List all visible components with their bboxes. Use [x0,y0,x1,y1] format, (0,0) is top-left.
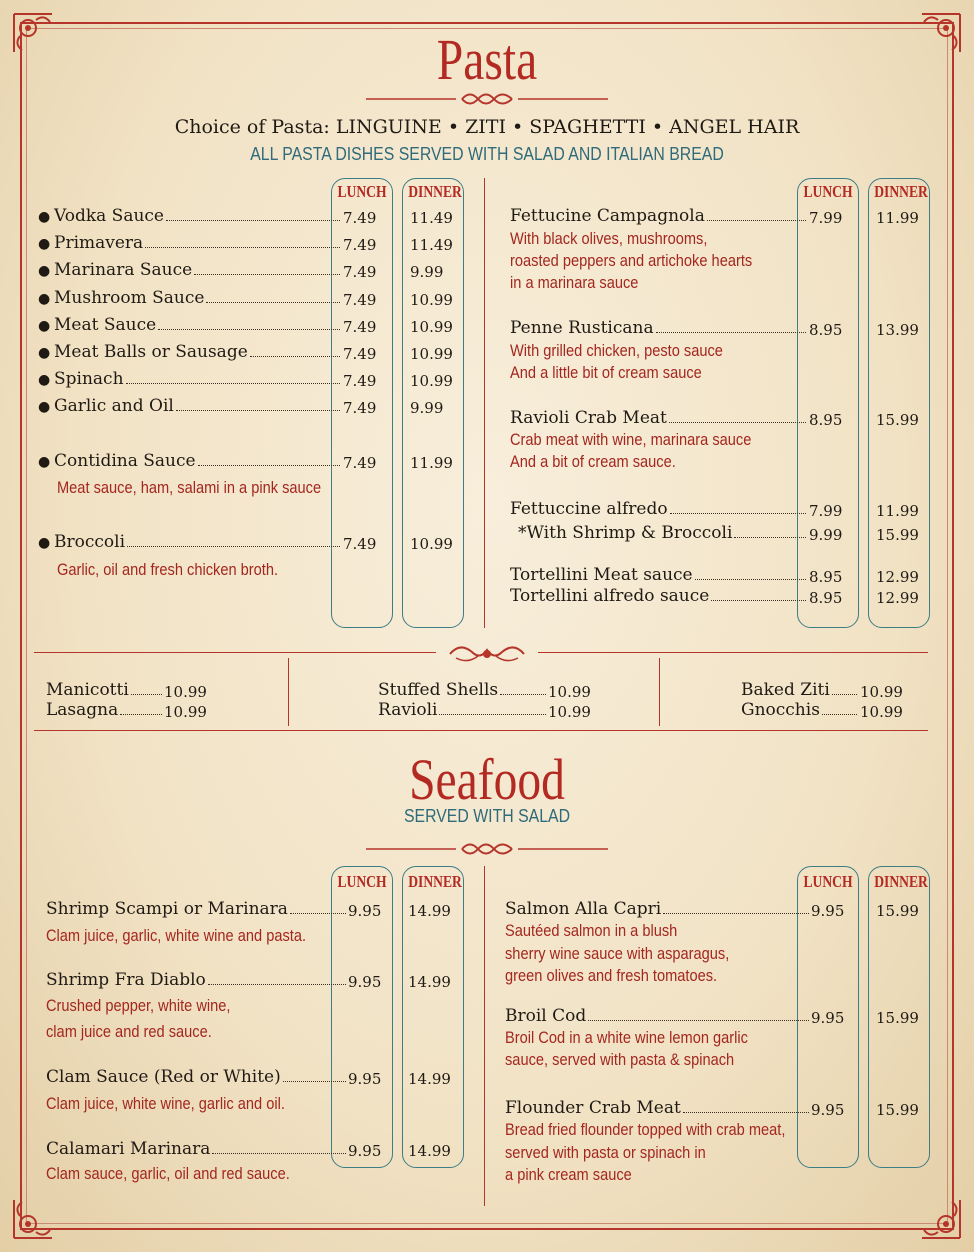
item-description: served with pasta or spinach in [505,1143,706,1162]
item-description: Garlic, oil and fresh chicken broth. [57,560,279,579]
seafood-title: Seafood [409,747,565,812]
divider-line [34,652,436,653]
corner-ornament-icon [10,10,56,56]
item-description: roasted peppers and artichoke hearts [510,251,753,270]
menu-item: ● Mushroom Sauce [38,288,342,308]
lunch-price: 7.49 [343,345,377,363]
menu-item: Clam Sauce (Red or White) [46,1067,348,1087]
menu-item: *With Shrimp & Broccoli [518,523,808,543]
lunch-header: LUNCH [803,872,853,891]
pasta-choice: Choice of Pasta: LINGUINE • ZITI • SPAGHETTI • ANGEL HAIR [174,116,800,138]
menu-item: Flounder Crab Meat [505,1098,811,1118]
lunch-price: 8.95 [809,411,843,429]
lunch-price: 8.95 [809,321,843,339]
dinner-price: 11.49 [410,209,453,227]
dinner-price: 15.99 [876,411,919,429]
lunch-price: 7.49 [343,236,377,254]
dinner-price: 14.99 [408,1142,451,1160]
menu-item: ● Spinach [38,369,342,389]
lunch-column-box [797,178,859,628]
dinner-price: 14.99 [408,902,451,920]
price: 10.99 [548,703,591,721]
column-divider [288,658,289,726]
price: 10.99 [548,683,591,701]
item-description: Meat sauce, ham, salami in a pink sauce [57,478,322,497]
dinner-price: 15.99 [876,1009,919,1027]
lunch-header: LUNCH [337,872,387,891]
dinner-price: 9.99 [410,399,444,417]
dinner-column-box [868,178,930,628]
lunch-price: 7.49 [343,372,377,390]
menu-item: Stuffed Shells [378,680,548,700]
item-description: Clam juice, white wine, garlic and oil. [46,1094,285,1113]
pasta-title: Pasta [436,27,538,92]
pasta-subtitle: ALL PASTA DISHES SERVED WITH SALAD AND ITALIAN BREAD [250,144,724,164]
lunch-price: 7.99 [809,502,843,520]
price: 10.99 [860,683,903,701]
lunch-price: 7.99 [809,209,843,227]
lunch-price: 7.49 [343,454,377,472]
lunch-price: 9.95 [811,1101,845,1119]
menu-item: ● Marinara Sauce [38,260,342,280]
item-description: Crushed pepper, white wine, [46,996,231,1015]
menu-item: Fettucine Campagnola [510,206,808,226]
menu-item: Calamari Marinara [46,1139,348,1159]
item-description: a pink cream sauce [505,1165,632,1184]
dinner-header: DINNER [408,872,462,891]
dinner-price: 14.99 [408,973,451,991]
dinner-price: 10.99 [410,345,453,363]
item-description: Clam juice, garlic, white wine and pasta. [46,926,307,945]
dinner-price: 12.99 [876,589,919,607]
menu-item: ● Broccoli [38,532,342,552]
dinner-price: 13.99 [876,321,919,339]
lunch-header: LUNCH [337,182,387,201]
lunch-price: 8.95 [809,589,843,607]
lunch-price: 7.49 [343,263,377,281]
menu-item: ● Garlic and Oil [38,396,342,416]
dinner-price: 10.99 [410,291,453,309]
price: 10.99 [164,703,207,721]
divider-line [34,730,928,731]
dinner-price: 11.49 [410,236,453,254]
menu-item: ● Meat Balls or Sausage [38,342,342,362]
dinner-price: 10.99 [410,318,453,336]
menu-item: Broil Cod [505,1006,811,1026]
item-description: With black olives, mushrooms, [510,229,708,248]
lunch-price: 7.49 [343,399,377,417]
item-description: in a marinara sauce [510,273,639,292]
dinner-price: 9.99 [410,263,444,281]
item-description: Crab meat with wine, marinara sauce [510,430,752,449]
column-divider [484,178,485,628]
dinner-price: 15.99 [876,526,919,544]
menu-item: Gnocchis [741,700,859,720]
menu-item: ● Meat Sauce [38,315,342,335]
item-description: Broil Cod in a white wine lemon garlic [505,1028,748,1047]
corner-ornament-icon [918,1196,964,1242]
menu-item: Manicotti [46,680,164,700]
lunch-price: 9.95 [348,973,382,991]
lunch-price: 7.49 [343,291,377,309]
dinner-header: DINNER [408,182,462,201]
seafood-subtitle: SERVED WITH SALAD [403,806,571,826]
item-description: And a little bit of cream sauce [510,363,702,382]
item-description: sauce, served with pasta & spinach [505,1050,735,1069]
lunch-price: 7.49 [343,318,377,336]
lunch-price: 8.95 [809,568,843,586]
menu-item: ● Primavera [38,233,342,253]
lunch-price: 7.49 [343,209,377,227]
item-description: sherry wine sauce with asparagus, [505,944,730,963]
dinner-price: 11.99 [876,209,919,227]
dinner-price: 11.99 [876,502,919,520]
dinner-price: 15.99 [876,1101,919,1119]
menu-item: Ravioli Crab Meat [510,408,808,428]
menu-item: Salmon Alla Capri [505,899,811,919]
item-description: Sautéed salmon in a blush [505,921,678,940]
divider-line [538,652,928,653]
lunch-price: 9.95 [348,1070,382,1088]
dinner-price: 10.99 [410,535,453,553]
menu-item: Tortellini alfredo sauce [510,586,808,606]
price: 10.99 [860,703,903,721]
flourish-icon [366,88,608,110]
menu-item: Fettuccine alfredo [510,499,808,519]
item-description: Bread fried flounder topped with crab meat, [505,1120,786,1139]
dinner-price: 12.99 [876,568,919,586]
ornament-icon [446,640,528,666]
lunch-price: 9.95 [348,902,382,920]
item-description: And a bit of cream sauce. [510,452,676,471]
dinner-price: 10.99 [410,372,453,390]
menu-item: ● Vodka Sauce [38,206,342,226]
flourish-icon [366,838,608,860]
menu-item: ● Contidina Sauce [38,451,342,471]
menu-item: Lasagna [46,700,164,720]
corner-ornament-icon [918,10,964,56]
column-divider [484,866,485,1206]
menu-item: Tortellini Meat sauce [510,565,808,585]
item-description: Clam sauce, garlic, oil and red sauce. [46,1164,290,1183]
menu-item: Shrimp Scampi or Marinara [46,899,348,919]
item-description: green olives and fresh tomatoes. [505,966,718,985]
dinner-price: 11.99 [410,454,453,472]
item-description: With grilled chicken, pesto sauce [510,341,723,360]
menu-item: Shrimp Fra Diablo [46,970,348,990]
dinner-header: DINNER [874,872,928,891]
lunch-price: 9.99 [809,526,843,544]
menu-item: Baked Ziti [741,680,859,700]
column-divider [659,658,660,726]
menu-item: Penne Rusticana [510,318,808,338]
price: 10.99 [164,683,207,701]
lunch-price: 9.95 [811,1009,845,1027]
dinner-price: 14.99 [408,1070,451,1088]
dinner-header: DINNER [874,182,928,201]
lunch-price: 9.95 [348,1142,382,1160]
item-description: clam juice and red sauce. [46,1022,212,1041]
lunch-price: 7.49 [343,535,377,553]
lunch-price: 9.95 [811,902,845,920]
corner-ornament-icon [10,1196,56,1242]
dinner-price: 15.99 [876,902,919,920]
lunch-header: LUNCH [803,182,853,201]
menu-item: Ravioli [378,700,548,720]
